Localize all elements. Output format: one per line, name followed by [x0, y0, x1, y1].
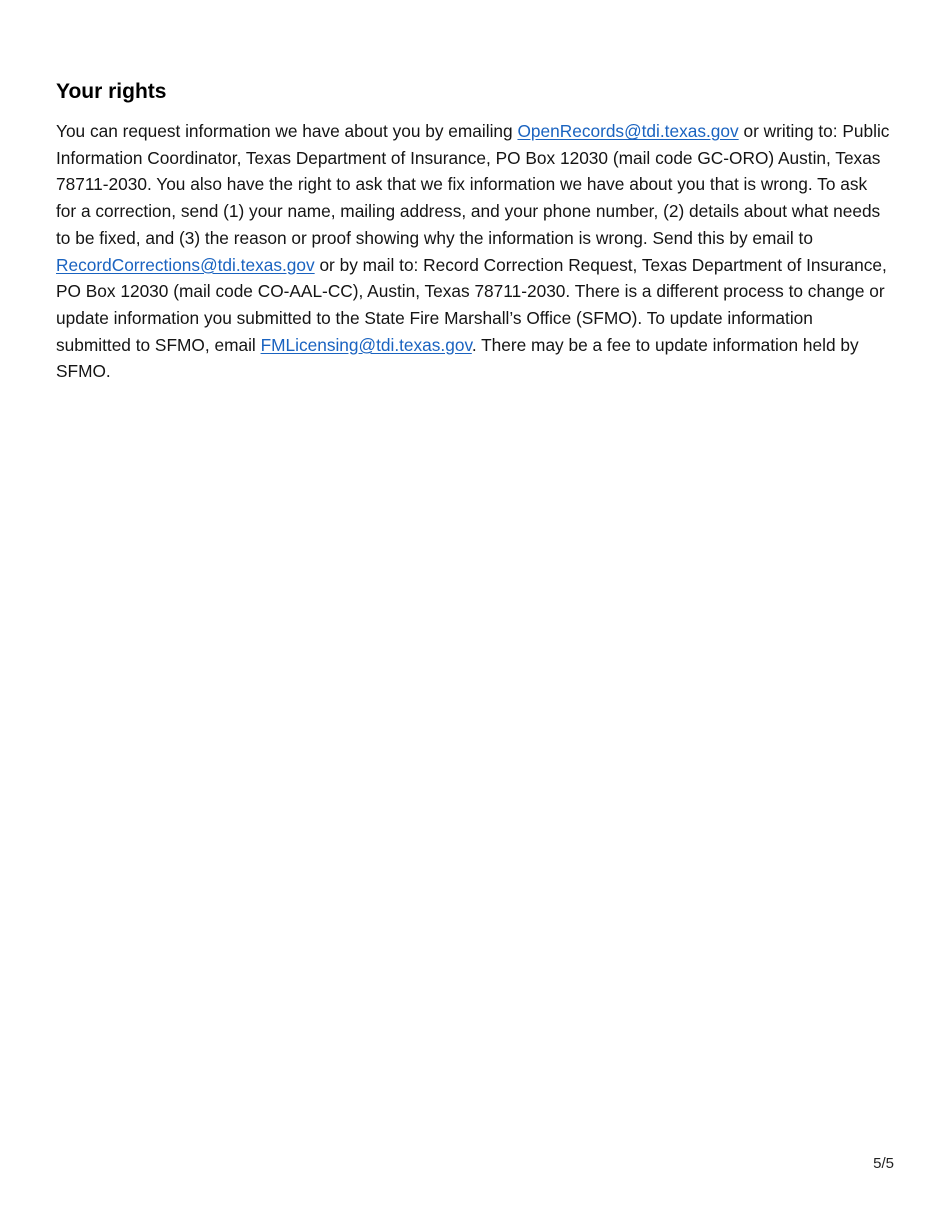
document-page	[56, 78, 892, 385]
section-heading-your-rights: Your rights	[56, 80, 167, 103]
paragraph-text-2: or writing to: Public Information Coordinator, Texas Department of Insurance, PO Box 12030 (mail code GC-ORO) Austin, Texas 78711-2030. You also have the right to ask that we fix information we have about you that is wrong. To ask for a correction, send (1) your name, mailing address, and your phone number, (2) details about what needs to be fixed, and (3) the reason or proof showing why the information is wrong. Send this by email to	[56, 121, 890, 248]
fm-licensing-email-link[interactable]: FMLicensing@tdi.texas.gov	[260, 334, 472, 355]
open-records-email-link[interactable]: OpenRecords@tdi.texas.gov	[517, 121, 739, 141]
rights-paragraph	[56, 118, 892, 385]
paragraph-text-3: or by mail to: Record Correction Request, Texas Department of Insurance, PO Box 12030 (mail code CO-AAL-CC), Austin, Texas 78711-2030. There is a different process to change or update information you submitted to the State Fire Marshall’s Office (SFMO). To update information submitted to SFMO, email	[56, 254, 887, 355]
paragraph-text-1: You can request information we have about you by emailing	[56, 121, 518, 141]
page-number: 5/5	[873, 1155, 894, 1172]
paragraph-text-4: . There may be a fee to update information held by SFMO.	[56, 334, 859, 382]
record-corrections-email-link[interactable]: RecordCorrections@tdi.texas.gov	[56, 254, 315, 275]
